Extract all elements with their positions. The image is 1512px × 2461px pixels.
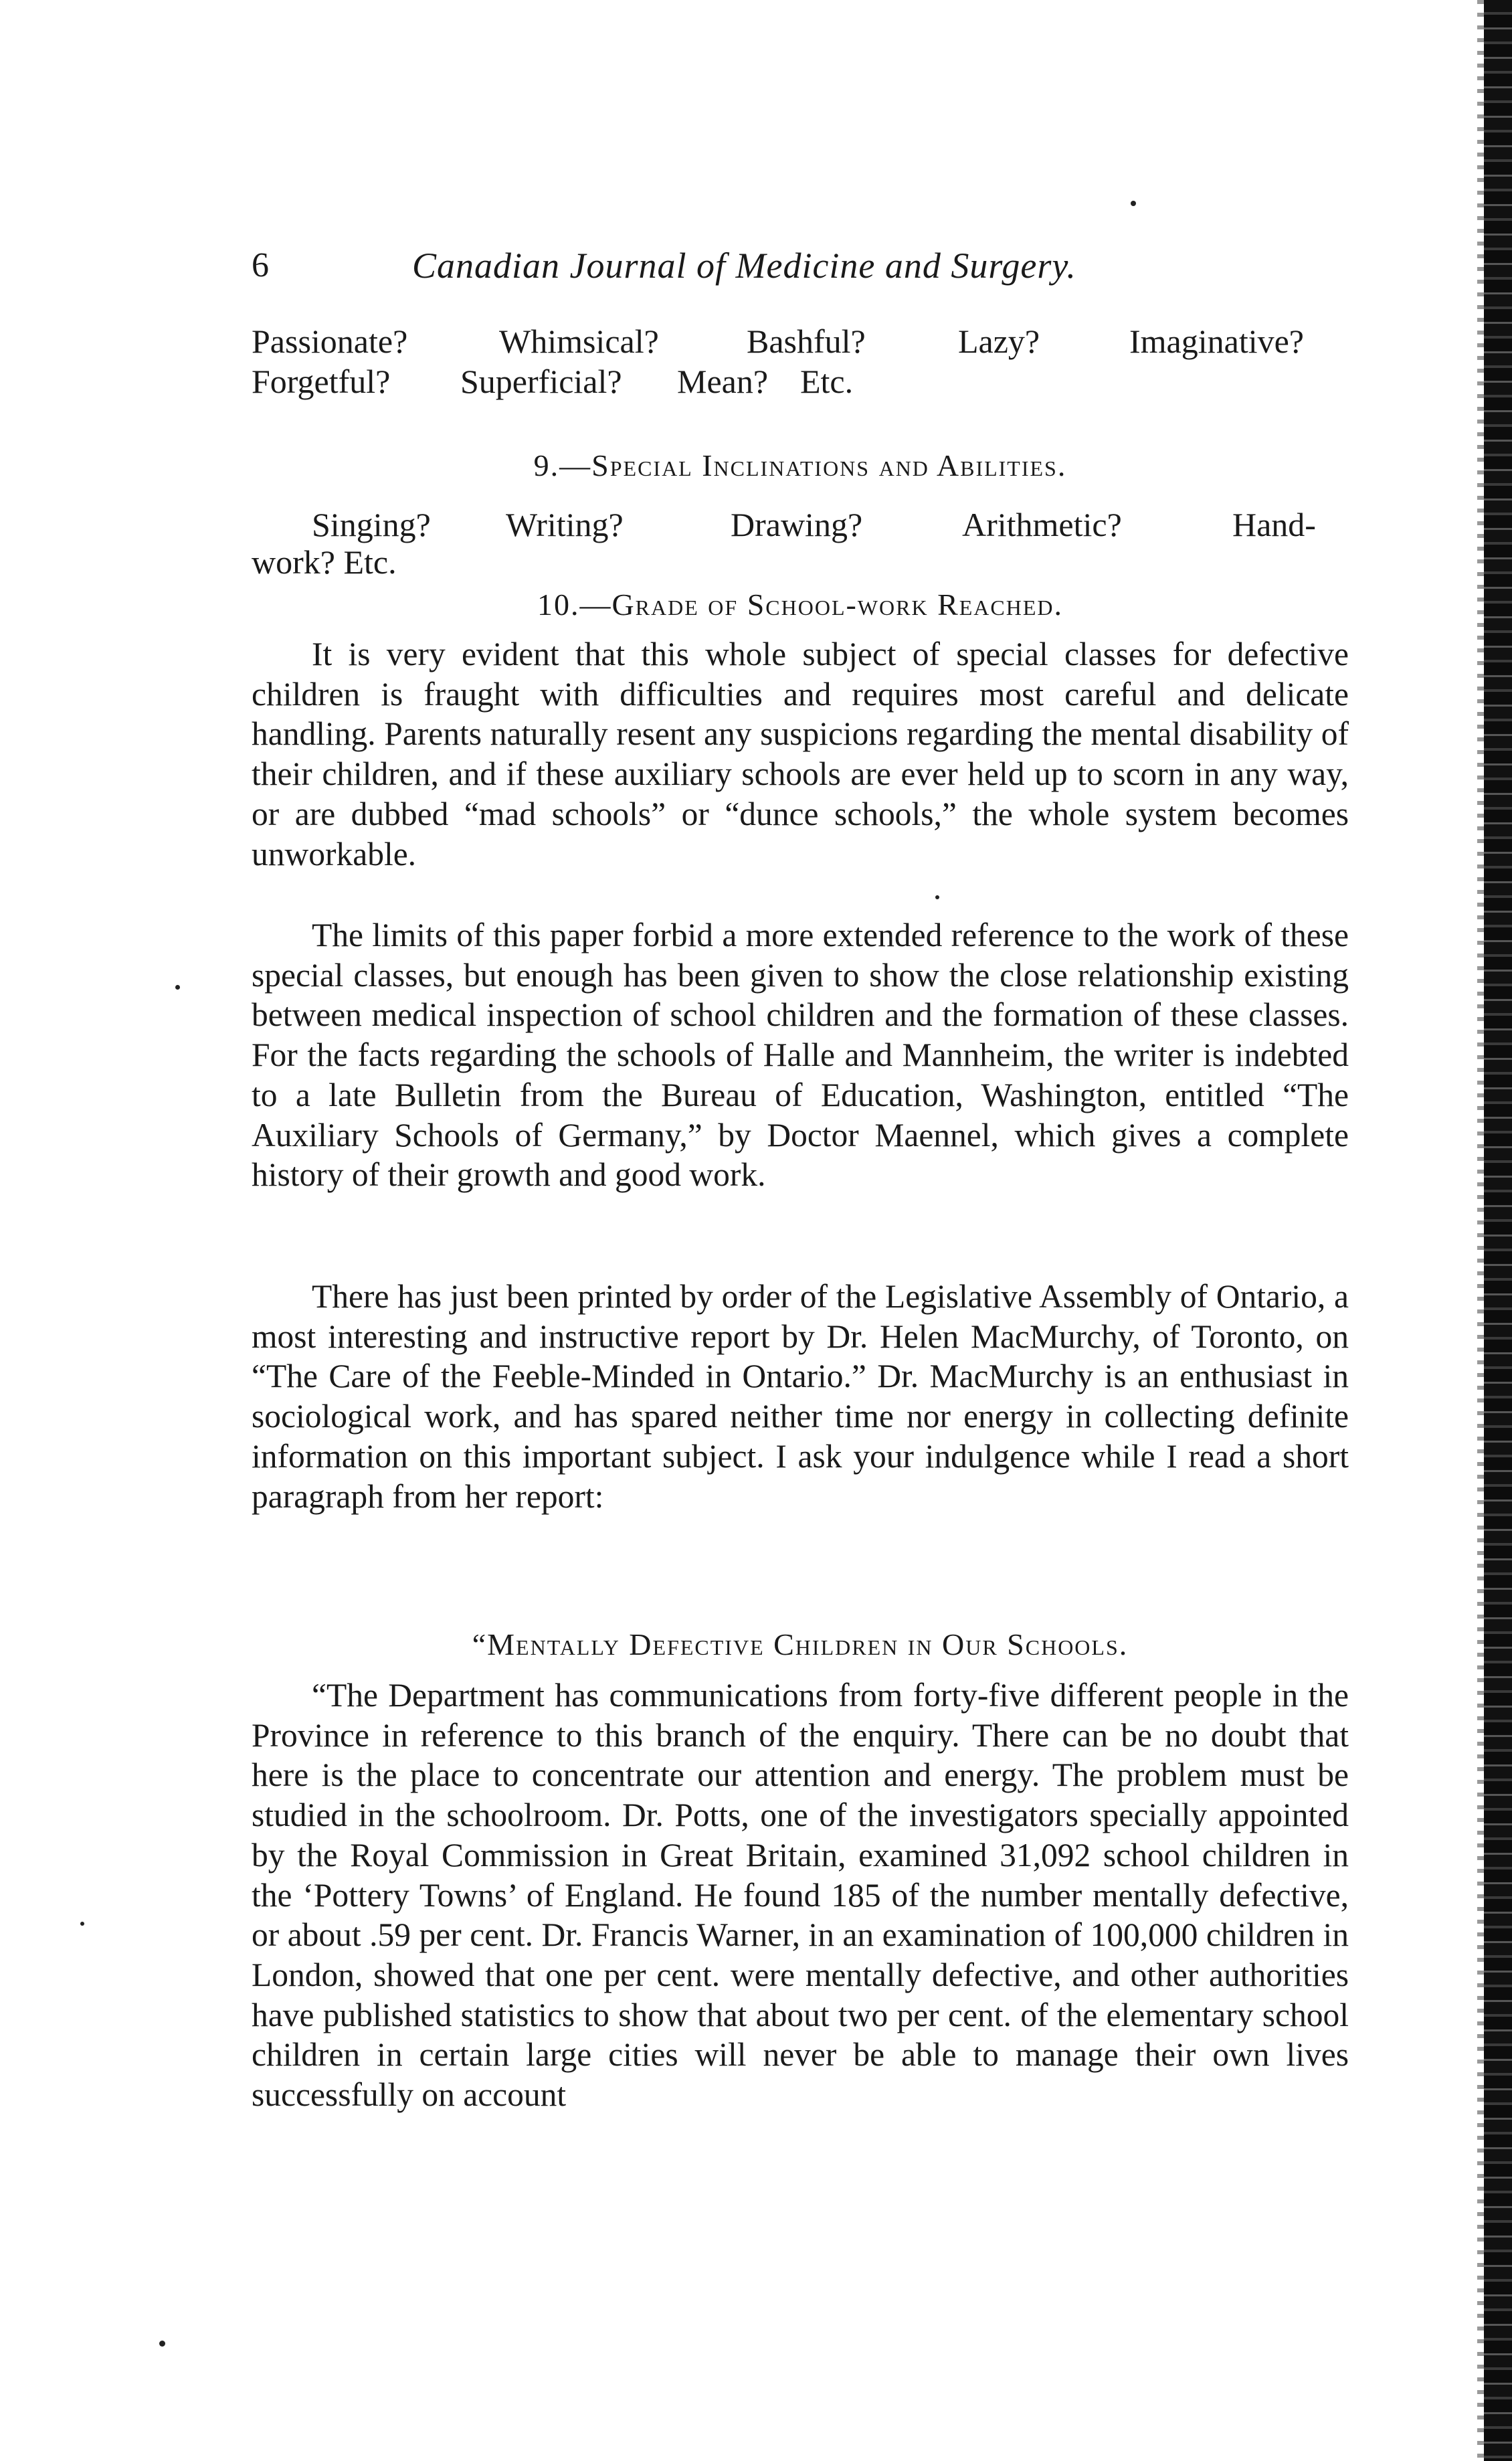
print-speck	[175, 985, 180, 990]
trait-item: Superficial?	[460, 363, 622, 400]
trait-item: Passionate?	[252, 323, 408, 360]
running-title: Canadian Journal of Medicine and Surgery.	[412, 246, 1076, 286]
section-9-heading: 9.—Special Inclinations and Abilities.	[533, 448, 1067, 482]
trait-item: Whimsical?	[499, 323, 659, 360]
page-header	[252, 242, 1349, 289]
print-speck	[80, 1922, 84, 1926]
trait-item: Etc.	[800, 363, 854, 400]
body-paragraph-3: There has just been printed by order of the Legislative Assembly of Ontario, a most interesting and instructive report by Dr. Helen MacMurchy, of Toronto, on “The Care of the Feeble-Minded in Ontario.” Dr. MacMurchy is an enthusiast in sociological work, and has spared neither time nor energy in collecting definite information on this important subject. I ask your indulgence while I read a short paragraph from her report:	[252, 1278, 1349, 1515]
ability-item: Arithmetic?	[962, 506, 1122, 543]
quote-paragraph: “The Department has communications from forty-five different people in the Province in reference to this branch of the enquiry. There can be no doubt that here is the place to concentrate our attention and energy. The problem must be studied in the schoolroom. Dr. Potts, one of the investigators specially appointed by the Royal Commission in Great Britain, examined 31,092 school children in the ‘Pottery Towns’ of England. He found 185 of the number mentally defective, or about .59 per cent. Dr. Francis Warner, in an examination of 100,000 children in London, showed that one per cent. were mentally defective, and other authorities have published statistics to show that about two per cent. of the elementary school children in certain large cities will never be able to manage their own lives successfully on account	[252, 1677, 1349, 2114]
book-spine-edge	[1484, 0, 1512, 2461]
print-speck	[159, 2341, 165, 2347]
quote-heading: “Mentally Defective Children in Our Schools.	[472, 1627, 1129, 1661]
section-10-heading: 10.—Grade of School-work Reached.	[537, 587, 1064, 622]
print-speck	[1131, 201, 1136, 206]
ability-item: Singing?	[312, 506, 431, 543]
body-paragraph-2: The limits of this paper forbid a more extended reference to the work of these special classes, but enough has been given to show the close relationship existing between medical inspection of school children and the formation of these classes. For the facts regarding the schools of Halle and Mannheim, the writer is indebted to a late Bulletin from the Bureau of Education, Washington, entitled “The Auxiliary Schools of Germany,” by Doctor Maennel, which gives a complete history of their growth and good work.	[252, 917, 1349, 1194]
print-speck	[935, 895, 939, 899]
trait-item: Forgetful?	[252, 363, 391, 400]
page-number: 6	[252, 246, 269, 284]
page-edge-shadow	[1477, 0, 1484, 2461]
ability-item: Drawing?	[731, 506, 863, 543]
trait-item: Mean?	[677, 363, 769, 400]
ability-item: Writing?	[506, 506, 624, 543]
trait-item: Lazy?	[958, 323, 1040, 360]
trait-item: Imaginative?	[1129, 323, 1304, 360]
body-paragraph-1: It is very evident that this whole subject of special classes for defective children is fraught with difficulties and requires most careful and delicate handling. Parents naturally resent any suspicions regarding the mental disability of their children, and if these auxiliary schools are ever held up to scorn in any way, or are dubbed “mad schools” or “dunce schools,” the whole system becomes unworkable.	[252, 636, 1349, 873]
trait-item: Bashful?	[747, 323, 866, 360]
ability-item: work? Etc.	[252, 543, 397, 581]
ability-item: Hand-	[1232, 506, 1316, 543]
